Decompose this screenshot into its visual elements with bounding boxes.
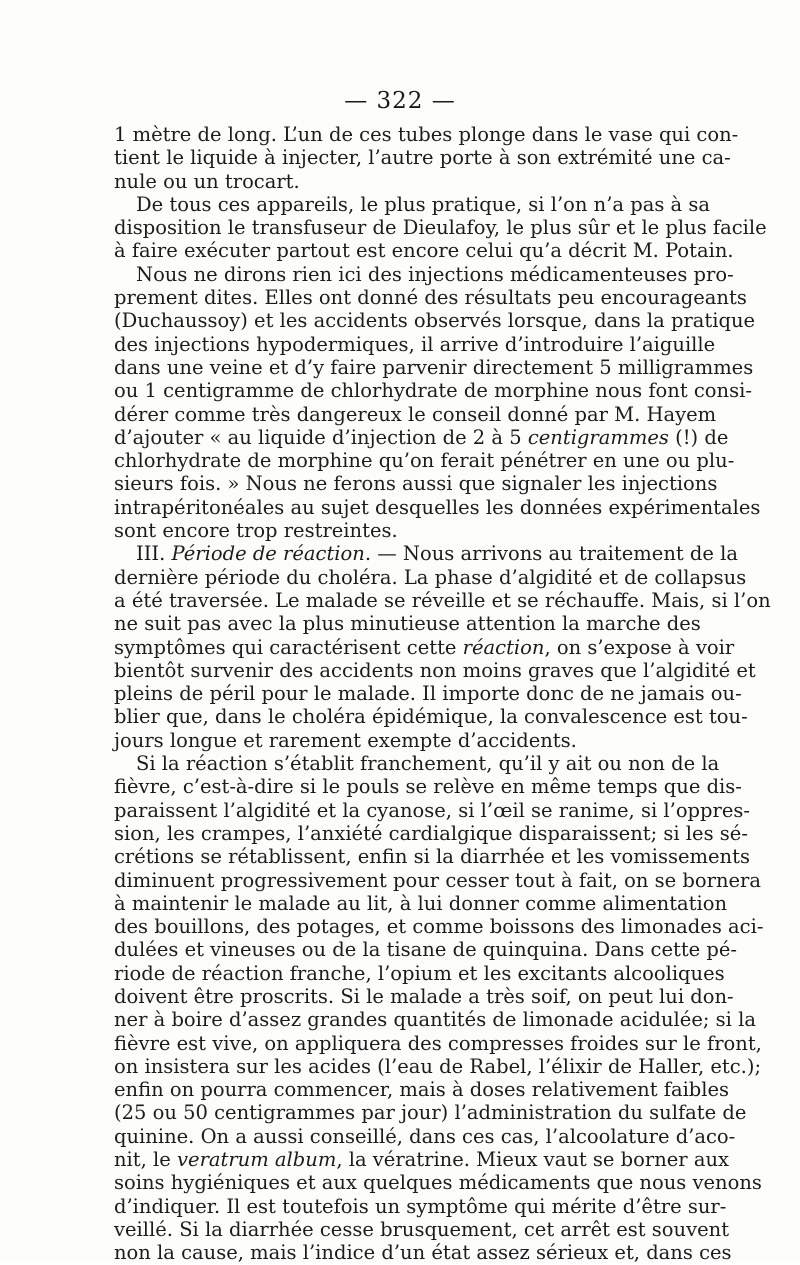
text-line: ne suit pas avec la plus minutieuse attention la marche des [114, 612, 701, 636]
text-line: a été traversée. Le malade se réveille et se réchauffe. Mais, si l’on [114, 588, 771, 612]
text-line: intrapéritonéales au sujet desquelles les données expérimentales [114, 495, 761, 519]
text-line: à faire exécuter partout est encore celui qu’a décrit M. Potain. [114, 239, 734, 263]
text-line: bientôt survenir des accidents non moins graves que l’algidité et [114, 658, 756, 682]
text-line: paraissent l’algidité et la cyanose, si l’œil se ranime, si l’oppres- [114, 798, 750, 822]
text-line: ner à boire d’assez grandes quantités de limonade acidulée; si la [114, 1008, 756, 1032]
text-line: dernière période du choléra. La phase d’algidité et de collapsus [114, 565, 747, 589]
text-line: (Duchaussoy) et les accidents observés lorsque, dans la pratique [114, 309, 756, 333]
text-line: des injections hypodermiques, il arrive d’introduire l’aiguille [114, 332, 716, 356]
text-line: III. Période de réaction. — Nous arrivons au traitement de la [136, 542, 739, 566]
text-line: symptômes qui caractérisent cette réaction, on s’expose à voir [114, 635, 735, 659]
text-line: enfin on pourra commencer, mais à doses relativement faibles [114, 1078, 730, 1102]
text-line: d’ajouter « au liquide d’injection de 2 à 5 centigrammes (!) de [114, 425, 729, 449]
text-line: Si la réaction s’établit franchement, qu’il y ait ou non de la [136, 752, 720, 776]
body-text [114, 123, 771, 1265]
text-line: tient le liquide à injecter, l’autre porte à son extrémité une ca- [114, 146, 731, 170]
text-line: riode de réaction franche, l’opium et les excitants alcooliques [114, 961, 725, 985]
text-line: 1 mètre de long. L’un de ces tubes plonge dans le vase qui con- [114, 123, 739, 146]
text-line: fièvre est vive, on appliquera des compresses froides sur le front, [114, 1031, 762, 1055]
text-line: nule ou un trocart. [114, 169, 300, 193]
page-number: — 322 — [344, 88, 456, 114]
text-line: Nous ne dirons rien ici des injections médicamenteuses pro- [136, 262, 734, 286]
text-line: blier que, dans le choléra épidémique, la convalescence est tou- [114, 705, 748, 729]
text-line: chlorhydrate de morphine qu’on ferait pénétrer en une ou plu- [114, 449, 735, 473]
text-line: sion, les crampes, l’anxiété cardialgique disparaissent; si les sé- [114, 821, 748, 845]
text-line: ou 1 centigramme de chlorhydrate de morphine nous font consi- [114, 379, 752, 403]
text-line: disposition le transfuseur de Dieulafoy, le plus sûr et le plus facile [114, 216, 767, 240]
text-line: quinine. On a aussi conseillé, dans ces cas, l’alcoolature d’aco- [114, 1124, 736, 1148]
text-line: prement dites. Elles ont donné des résultats peu encourageants [114, 286, 747, 310]
text-line: (25 ou 50 centigrammes par jour) l’administration du sulfate de [114, 1101, 747, 1125]
text-line: sieurs fois. » Nous ne ferons aussi que signaler les injections [114, 472, 718, 496]
text-line: dérer comme très dangereux le conseil donné par M. Hayem [114, 402, 717, 426]
text-line: doivent être proscrits. Si le malade a très soif, on peut lui don- [114, 984, 734, 1008]
text-line: De tous ces appareils, le plus pratique, si l’on n’a pas à sa [136, 192, 711, 216]
text-line: fièvre, c’est-à-dire si le pouls se relève en même temps que dis- [114, 775, 742, 799]
text-line: jours longue et rarement exempte d’accidents. [114, 728, 577, 752]
text-line: non la cause, mais l’indice d’un état assez sérieux et, dans ces [114, 1241, 732, 1265]
text-line: on insistera sur les acides (l’eau de Rabel, l’élixir de Haller, etc.); [114, 1054, 762, 1078]
text-line: d’indiquer. Il est toutefois un symptôme qui mérite d’être sur- [114, 1194, 727, 1218]
text-line: veillé. Si la diarrhée cesse brusquement, cet arrêt est souvent [114, 1217, 730, 1241]
text-line: soins hygiéniques et aux quelques médicaments que nous venons [114, 1171, 762, 1195]
text-line: des bouillons, des potages, et comme boissons des limonades aci- [114, 915, 764, 939]
text-line: dulées et vineuses ou de la tisane de quinquina. Dans cette pé- [114, 938, 738, 962]
text-line: dans une veine et d’y faire parvenir directement 5 milligrammes [114, 355, 754, 379]
text-line: nit, le veratrum album, la vératrine. Mieux vaut se borner aux [114, 1148, 730, 1172]
text-line: à maintenir le malade au lit, à lui donner comme alimentation [114, 891, 728, 915]
text-line: sont encore trop restreintes. [114, 519, 398, 543]
text-line: diminuent progressivement pour cesser tout à fait, on se bornera [114, 868, 761, 892]
text-line: crétions se rétablissent, enfin si la diarrhée et les vomissements [114, 845, 750, 869]
text-line: pleins de péril pour le malade. Il importe donc de ne jamais ou- [114, 682, 742, 706]
